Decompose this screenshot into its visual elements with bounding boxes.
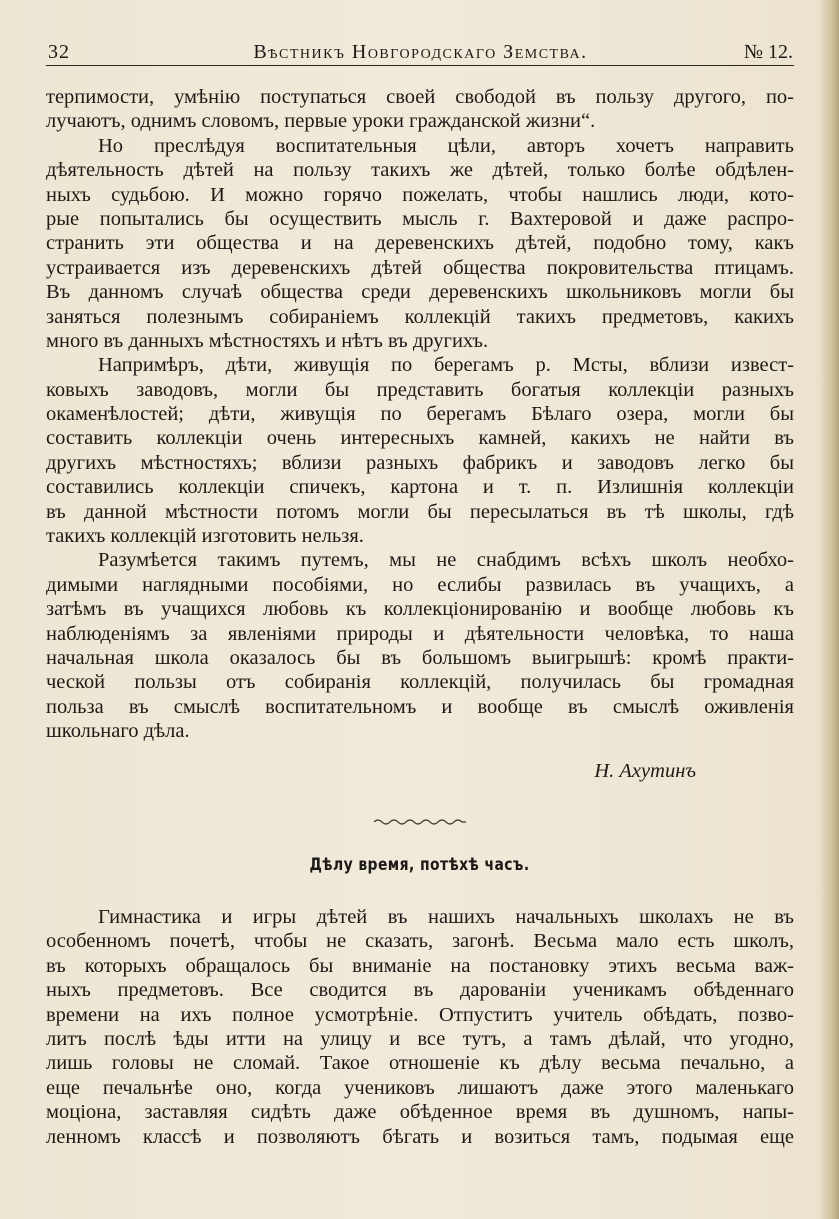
text-line: такихъ коллекцій изготовить нельзя. bbox=[46, 525, 364, 548]
text-line: школьнаго дѣла. bbox=[46, 720, 190, 743]
text-line: лишь головы не сломай. Такое отношеніе къ дѣлу весьма печально, а bbox=[46, 1052, 794, 1075]
text-line: моціона, заставляя сидѣть даже обѣденное время въ душномъ, напы- bbox=[46, 1101, 794, 1124]
text-line: особенномъ почетѣ, чтобы не сказать, загонѣ. Весьма мало есть школъ, bbox=[46, 930, 794, 953]
text-line: польза въ смыслѣ воспитательномъ и вообще въ смыслѣ оживленія bbox=[46, 695, 794, 718]
text-line: Но преслѣдуя воспитательныя цѣли, авторъ хочетъ направить bbox=[98, 134, 794, 157]
section-body bbox=[46, 905, 794, 1149]
text-line: составились коллекціи спичекъ, картона и т. п. Излишнія коллекціи bbox=[46, 476, 794, 499]
text-line: ленномъ классѣ и позволяютъ бѣгать и возиться тамъ, подымая еще bbox=[46, 1125, 794, 1148]
text-line: Гимнастика и игры дѣтей въ нашихъ начальныхъ школахъ не въ bbox=[98, 906, 794, 928]
issue-number: № 12. bbox=[743, 41, 793, 63]
text-line: странить эти общества и на деревенскихъ дѣтей, подобно тому, какъ bbox=[46, 232, 794, 255]
text-line: дѣятельность дѣтей на пользу такихъ же дѣтей, только болѣе обдѣлен- bbox=[46, 159, 794, 182]
text-line: въ данной мѣстности потомъ могли бы пересылаться въ тѣ школы, гдѣ bbox=[46, 500, 794, 523]
text-line: лучаютъ, однимъ словомъ, первые уроки гражданской жизни“. bbox=[46, 110, 596, 133]
text-line: много въ данныхъ мѣстностяхъ и нѣтъ въ другихъ. bbox=[46, 329, 489, 352]
text-line: литъ послѣ ѣды итти на улицу и все тутъ, а тамъ дѣлай, что угодно, bbox=[46, 1027, 794, 1050]
header-rule bbox=[46, 65, 794, 66]
text-line: наблюденіямъ за явленіями природы и дѣятельности человѣка, то наша bbox=[46, 622, 794, 645]
text-line: ныхъ предметовъ. Все сводится въ дарованіи ученикамъ обѣденнаго bbox=[46, 979, 794, 1002]
text-line: начальная школа оказалось бы въ большомъ выигрышѣ: кромѣ практи- bbox=[46, 646, 794, 669]
journal-title: Вѣстникъ Новгородскаго Земства. bbox=[253, 41, 588, 63]
article-body bbox=[46, 85, 794, 744]
text-line: Въ данномъ случаѣ общества среди деревенскихъ школьниковъ могли бы bbox=[46, 281, 794, 304]
text-line: времени на ихъ полное усмотрѣніе. Отпуститъ учитель обѣдать, позво- bbox=[46, 1003, 794, 1026]
section-heading: Дѣлу время, потѣхѣ часъ. bbox=[309, 855, 530, 875]
page-number: 32 bbox=[48, 41, 70, 63]
section-divider-ornament bbox=[372, 817, 468, 827]
text-line: еще печальнѣе оно, когда учениковъ лишаютъ даже этого маленькаго bbox=[46, 1076, 794, 1099]
text-line: ческой пользы отъ собиранія коллекцій, получилась бы громадная bbox=[46, 671, 794, 694]
text-line: терпимости, умѣнію поступаться своей свободой въ пользу другого, по- bbox=[46, 86, 794, 108]
text-line: затѣмъ въ учащихся любовь къ коллекціонированію и вообще любовь къ bbox=[46, 598, 794, 621]
author-signature: Н. Ахутинъ bbox=[594, 760, 696, 782]
text-line: ковыхъ заводовъ, могли бы представить богатыя коллекціи разныхъ bbox=[46, 378, 794, 401]
text-line: димыми наглядными пособіями, но еслибы развилась въ учащихъ, а bbox=[46, 573, 794, 596]
running-header bbox=[48, 30, 793, 64]
text-line: заняться полезнымъ собираніемъ коллекцій такихъ предметовъ, какихъ bbox=[46, 305, 794, 328]
text-line: окаменѣлостей; дѣти, живущія по берегамъ Бѣлаго озера, могли бы bbox=[46, 403, 794, 426]
text-line: Разумѣется такимъ путемъ, мы не снабдимъ всѣхъ школъ необхо- bbox=[98, 549, 794, 572]
text-line: составить коллекціи очень интересныхъ камней, какихъ не найти въ bbox=[46, 427, 794, 450]
text-line: ныхъ судьбою. И можно горячо пожелать, чтобы нашлись люди, кото- bbox=[46, 183, 794, 206]
text-line: другихъ мѣстностяхъ; вблизи разныхъ фабрикъ и заводовъ легко бы bbox=[46, 451, 794, 474]
page-edge-shadow bbox=[821, 0, 839, 1219]
text-line: въ которыхъ обращалось бы вниманіе на постановку этихъ весьма важ- bbox=[46, 954, 794, 977]
text-line: устраивается изъ деревенскихъ дѣтей общества покровительства птицамъ. bbox=[46, 256, 794, 279]
text-line: рые попытались бы осуществить мысль г. Вахтеровой и даже распро- bbox=[46, 207, 794, 230]
text-line: Напримѣръ, дѣти, живущія по берегамъ р. Мсты, вблизи извест- bbox=[98, 354, 794, 377]
